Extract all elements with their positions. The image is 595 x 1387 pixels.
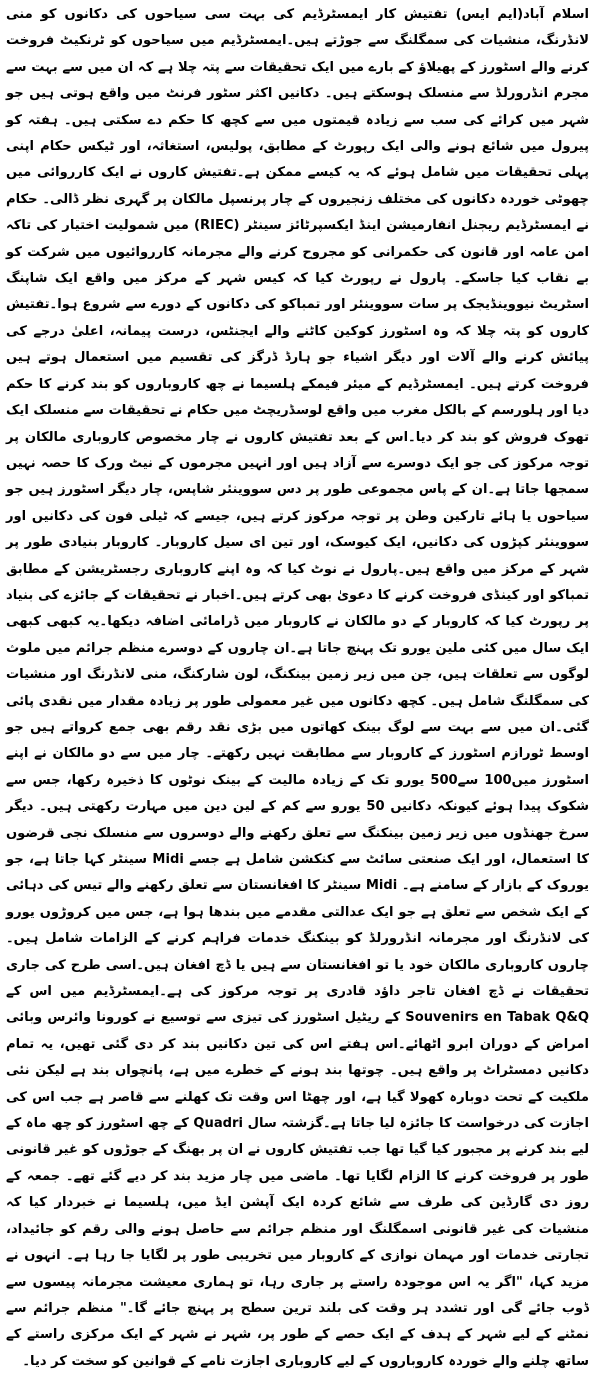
article-body: اسلام آباد(ایم ایس) تفتیش کار ایمسٹرڈیم کی بہت سی سیاحوں کی دکانوں کو منی لانڈرنگ، منشیات کی سمگلنگ سے جوڑتے ہیں۔ایمسٹرڈیم میں سیاحوں کو ٹرنکیٹ فروخت کرنے والے اسٹورز کے پھیلاؤ کے بارے میں ایک تحقیقات سے پتہ چلا ہے کہ ان میں سے بہت سے مجرم انڈرورلڈ سے منسلک ہوسکتے ہیں۔ دکانیں اکثر سٹور فرنٹ میں واقع ہوتی ہیں جو شہر میں کرائے کی سب سے زیادہ قیمتوں میں سے کچھ کا حکم دے سکتی ہیں۔ ہفتہ کو پیرول میں شائع ہونے والی ایک رپورٹ کے مطابق، پولیس، استغاثہ، اور ٹیکس حکام اپنی پہلی تحقیقات میں شامل ہوئے کہ یہ کیسے ممکن ہے۔تفتیش کاروں نے ایک کارروائی میں چھوٹی خوردہ دکانوں کی مختلف زنجیروں کے چار پرنسپل مالکان پر گہری نظر ڈالی۔ حکام نے ایمسٹرڈیم ریجنل انفارمیشن اینڈ ایکسپرٹائز سینٹر (RIEC) میں شمولیت اختیار کی تاکہ امن عامہ اور قانون کی حکمرانی کو مجروح کرنے والے مجرمانہ کارروائیوں میں شرکت کو بے نقاب کیا جاسکے۔ پارول نے رپورٹ کیا کہ کیس شہر کے مرکز میں واقع ایک شاپنگ اسٹریٹ نیووینڈیجک پر سات سووینئر اور تمباکو کی دکانوں کے دورے سے شروع ہوا۔تفتیش کاروں کو پتہ چلا کہ وہ اسٹورز کوکین کاٹنے والے ایجنٹس، درست پیمانہ، اعلیٰ درجے کی پیائش کرنے والے آلات اور دیگر اشیاء جو ہارڈ ڈرگز کی تقسیم میں استعمال ہوتے ہیں فروخت کرتے ہیں۔ ایمسٹرڈیم کے میئر فیمکے ہلسیما نے چھ کاروباروں کو بند کرنے کا حکم دیا اور ہلورسم کے بالکل مغرب میں واقع لوسڈریچٹ میں حکام نے تحقیقات سے منسلک ایک تھوک فروش کو بند کر دیا۔اس کے بعد تفتیش کاروں نے چار مخصوص کاروباری مالکان پر توجہ مرکوز کی جو ایک دوسرے سے آزاد ہیں اور انہیں مجرموں کے نیٹ ورک کا حصہ نہیں سمجھا جاتا ہے۔ان کے پاس مجموعی طور پر دس سووینئر شاپس، چار دیگر اسٹورز ہیں جو سیاحوں یا ہائے تارکین وطن پر توجہ مرکوز کرتے ہیں، جیسے کہ ٹیلی فون کی دکانیں اور سووینئر کپڑوں کی دکانیں، ایک کیوسک، اور تین ای سیل کاروبار۔ کاروبار بنیادی طور پر شہر کے مرکز میں واقع ہیں۔پارول نے نوٹ کیا کہ وہ اپنے کاروباری رجسٹریشن کے مطابق تمباکو اور کینڈی فروخت کرنے کا دعویٰ بھی کرتے ہیں۔اخبار نے تحقیقات کے جائزے کی بنیاد پر رپورٹ کیا کہ کاروبار کے دو مالکان نے کاروبار میں ڈرامائی اضافہ دیکھا۔یہ کبھی کبھی ایک سال میں کئی ملین یورو تک پہنچ جاتا ہے۔ان چاروں کے دوسرے منظم جرائم میں ملوث لوگوں سے تعلقات ہیں، جن میں زیر زمین بینکنگ، لون شارکنگ، منی لانڈرنگ اور منشیات کی سمگلنگ شامل ہیں۔ کچھ دکانوں میں غیر معمولی طور پر زیادہ مقدار میں نقدی پائی گئی۔ان میں سے بہت سے لوگ بینک کھاتوں میں بڑی نقد رقم بھی جمع کرواتے ہیں جو اوسط ٹورازم اسٹورز کے کاروبار سے مطابقت نہیں رکھتے۔ چار میں سے دو مالکان نے اپنے اسٹورز میں100 سے500 یورو تک کے زیادہ مالیت کے بینک نوٹوں کا ذخیرہ رکھا، جس سے شکوک پیدا ہوئے کیونکہ دکانیں 50 یورو سے کم کے لین دین میں مہارت رکھتی ہیں۔ دیگر سرخ جھنڈوں میں زیر زمین بینکنگ سے تعلق رکھنے والے دوسروں سے منسلک نجی قرضوں کا استعمال، اور ایک صنعتی سائٹ سے کنکشن شامل ہے جسے Midi سینٹر کہا جاتا ہے، جو یوروک کے بازار کے سامنے ہے۔ Midi سینٹر کا افغانستان سے تعلق رکھنے والے تیس کی دہائی کے ایک شخص سے تعلق ہے جو ایک عدالتی مقدمے میں بندھا ہوا ہے، جس میں کروڑوں یورو کی لانڈرنگ اور مجرمانہ انڈرورلڈ کو بینکنگ خدمات فراہم کرنے کے الزامات شامل ہیں۔ چاروں کاروباری مالکان خود یا تو افغانستان سے ہیں یا ڈچ افغان ہیں۔اسی طرح کی جاری تحقیقات نے ڈچ افغان تاجر داؤد قادری پر توجہ مرکوز کی ہے۔ایمسٹرڈیم میں اس کے Souvenirs en Tabak Q&Q کے ریٹیل اسٹورز کی تیزی سے توسیع نے کورونا وائرس وبائی امراض کے دوران ابرو اٹھائے۔اس ہفتے اس کی تین دکانیں بند کر دی گئی تھیں، یہ تمام دکانیں دمسٹراٹ پر واقع ہیں۔ چوتھا بند ہونے کے خطرے میں ہے، پانچواں بند ہے لیکن نئی ملکیت کے تحت دوبارہ کھولا گیا ہے، اور چھٹا اس وقت تک کھلنے سے قاصر ہے جب اس کی اجازت کی درخواست کا جائزہ لیا جاتا ہے۔گزشتہ سال Quadri کے چھ اسٹورز کو چھ ماہ کے لیے بند کرنے پر مجبور کیا گیا تھا جب تفتیش کاروں نے ان پر بھنگ کے جوڑوں کو غیر قانونی طور پر فروخت کرنے کا الزام لگایا تھا۔ ماضی میں چار مزید بند کر دیے گئے تھے۔ جمعہ کے روز دی گارڈین کی طرف سے شائع کردہ ایک آپشن ایڈ میں، ہلسیما نے خبردار کیا کہ منشیات کی غیر قانونی اسمگلنگ اور منظم جرائم سے حاصل ہونے والی رقم کو جائیداد، تجارتی خدمات اور مہمان نوازی کے کاروبار میں تخریبی طور پر لگایا جا رہا ہے۔ انہوں نے مزید کہا، "اگر یہ اس موجودہ راستے پر جاری رہا، تو ہماری معیشت مجرمانہ پیسوں سے ڈوب جائے گی اور تشدد ہر وقت کی بلند ترین سطح پر پہنچ جائے گا۔" منظم جرائم سے نمٹنے کے لیے شہر کے ہدف کے ایک حصے کے طور پر، شہر نے شہر کے ایک مرکزی راستے کے ساتھ چلنے والے خوردہ کاروباروں کے لیے کاروباری اجازت نامے کے قوانین کو سخت کر دیا۔ xyxy=(6,7,590,1369)
